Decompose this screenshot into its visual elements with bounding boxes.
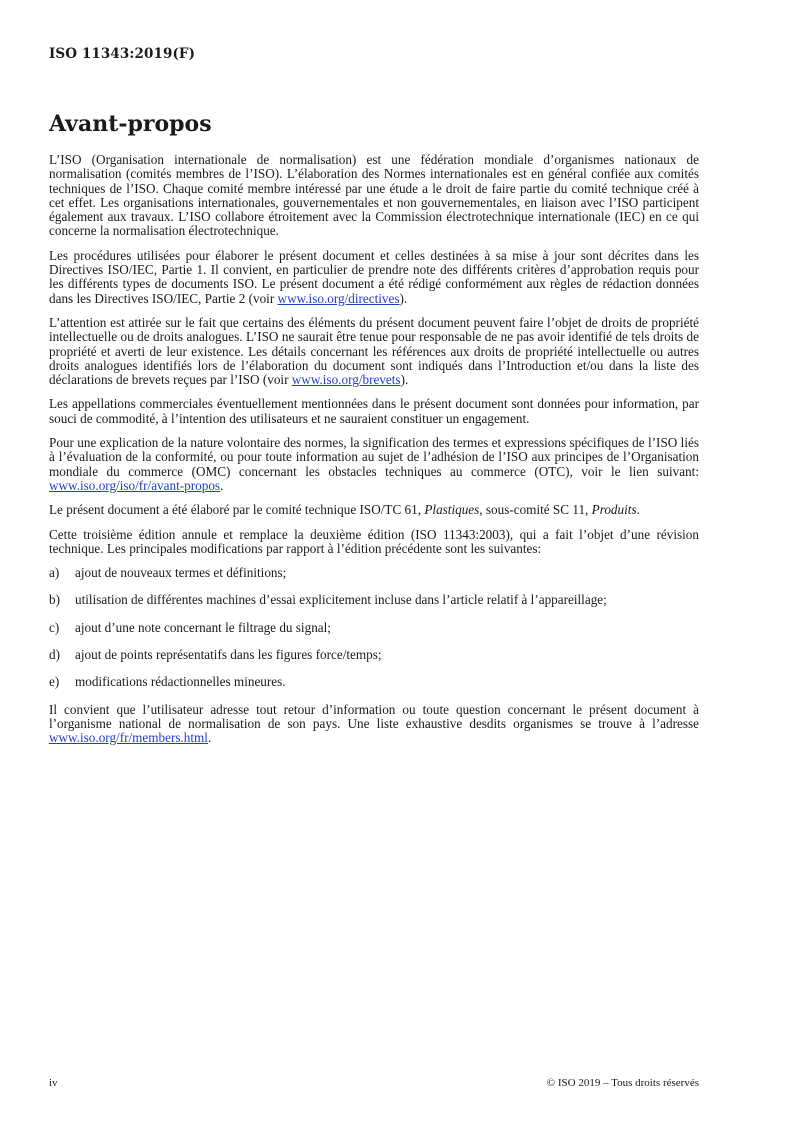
members-link[interactable]: www.iso.org/fr/members.html	[49, 730, 208, 746]
list-item	[49, 648, 699, 662]
paragraph-5-end: .	[220, 477, 224, 493]
paragraph-3-text: L’attention est attirée sur le fait que certains des éléments du présent document peuvent faire l’objet de droits de propriété intellectuelle ou de droits analogues. L’ISO ne saurait être tenue pour responsable de ne pas avoir identifié de tels droits de propriété et averti de leur existence. Les détails concernant les références aux droits de propriété intellectuelle ou autres droits analogues identifiés lors de l’élaboration du document sont indiqués dans l’Introduction et/ou dans la liste des déclarations de brevets reçues par l’ISO (voir	[49, 314, 699, 388]
list-text: ajout d’une note concernant le filtrage du signal;	[75, 619, 331, 635]
list-item	[49, 675, 699, 689]
paragraph-6	[49, 503, 699, 517]
paragraph-6-end: .	[636, 502, 640, 518]
paragraph-2-text: Les procédures utilisées pour élaborer le présent document et celles destinées à sa mise à jour sont décrites dans les Directives ISO/IEC, Partie 1. Il convient, en particulier de prendre note des différents critères d’approbation requis pour les différents types de documents ISO. Le présent document a été rédigé conformément aux règles de rédaction données dans les Directives ISO/IEC, Partie 2 (voir	[49, 247, 699, 306]
paragraph-5	[49, 436, 699, 493]
avant-propos-link[interactable]: www.iso.org/iso/fr/avant-propos	[49, 477, 221, 493]
list-marker: e)	[49, 674, 60, 690]
page-footer	[49, 1077, 699, 1089]
paragraph-2-end: ).	[399, 290, 408, 306]
subcommittee-name: Produits	[591, 502, 637, 518]
list-item	[49, 593, 699, 607]
paragraph-1: L’ISO (Organisation internationale de normalisation) est une fédération mondiale d’organismes nationaux de normalisation (comités membres de l’ISO). L’élaboration des Normes internationales est en général confiée aux comités techniques de l’ISO. Chaque comité membre intéressé par une étude a le droit de faire partie du comité technique créé à cet effet. Les organisations internationales, gouvernementales et non gouvernementales, en liaison avec l’ISO participent également aux travaux. L’ISO collabore étroitement avec la Commission électrotechnique internationale (IEC) en ce qui concerne la normalisation électrotechnique.	[49, 152, 699, 239]
committee-name: Plastiques	[424, 502, 480, 518]
paragraph-8-text: Il convient que l’utilisateur adresse tout retour d’information ou toute question concernant le présent document à l’organisme national de normalisation de son pays. Une liste exhaustive desdits organismes se trouve à l’adresse	[49, 701, 699, 731]
paragraph-2	[49, 249, 699, 306]
list-marker: d)	[49, 647, 60, 663]
directives-link[interactable]: www.iso.org/directives	[277, 290, 400, 306]
list-text: ajout de points représentatifs dans les figures force/temps;	[75, 647, 382, 663]
page-title: Avant-propos	[49, 111, 212, 137]
list-marker: b)	[49, 592, 60, 608]
copyright-notice: © ISO 2019 – Tous droits réservés	[546, 1077, 699, 1089]
document-id: ISO 11343:2019(F)	[49, 46, 196, 62]
list-marker: c)	[49, 619, 60, 635]
list-item	[49, 566, 699, 580]
changes-list	[49, 566, 699, 689]
paragraph-8	[49, 703, 699, 746]
list-marker: a)	[49, 565, 60, 581]
paragraph-5-text: Pour une explication de la nature volontaire des normes, la signification des termes et expressions spécifiques de l’ISO liés à l’évaluation de la conformité, ou pour toute information au sujet de l’adhésion de l’ISO aux principes de l’Organisation mondiale du commerce (OMC) concernant les obstacles techniques au commerce (OTC), voir le lien suivant:	[49, 435, 699, 479]
paragraph-8-end: .	[207, 730, 212, 746]
list-text: modifications rédactionnelles mineures.	[75, 674, 286, 690]
paragraph-6-a: Le présent document a été élaboré par le comité technique ISO/TC 61,	[49, 502, 425, 518]
list-text: ajout de nouveaux termes et définitions;	[75, 565, 287, 581]
paragraph-6-b: , sous-comité SC 11,	[479, 502, 592, 518]
list-item	[49, 621, 699, 635]
list-text: utilisation de différentes machines d’essai explicitement incluse dans l’article relatif à l’appareillage;	[75, 592, 607, 608]
brevets-link[interactable]: www.iso.org/brevets	[291, 372, 401, 388]
paragraph-3	[49, 316, 699, 387]
paragraph-4: Les appellations commerciales éventuellement mentionnées dans le présent document sont données pour information, par souci de commodité, à l’intention des utilisateurs et ne sauraient constituer un engagement.	[49, 396, 699, 426]
document-body	[49, 153, 699, 756]
paragraph-7: Cette troisième édition annule et remplace la deuxième édition (ISO 11343:2003), qui a fait l’objet d’une révision technique. Les principales modifications par rapport à l’édition précédente sont les suivantes:	[49, 526, 699, 556]
paragraph-3-end: ).	[400, 372, 409, 388]
page-number: iv	[49, 1077, 58, 1089]
